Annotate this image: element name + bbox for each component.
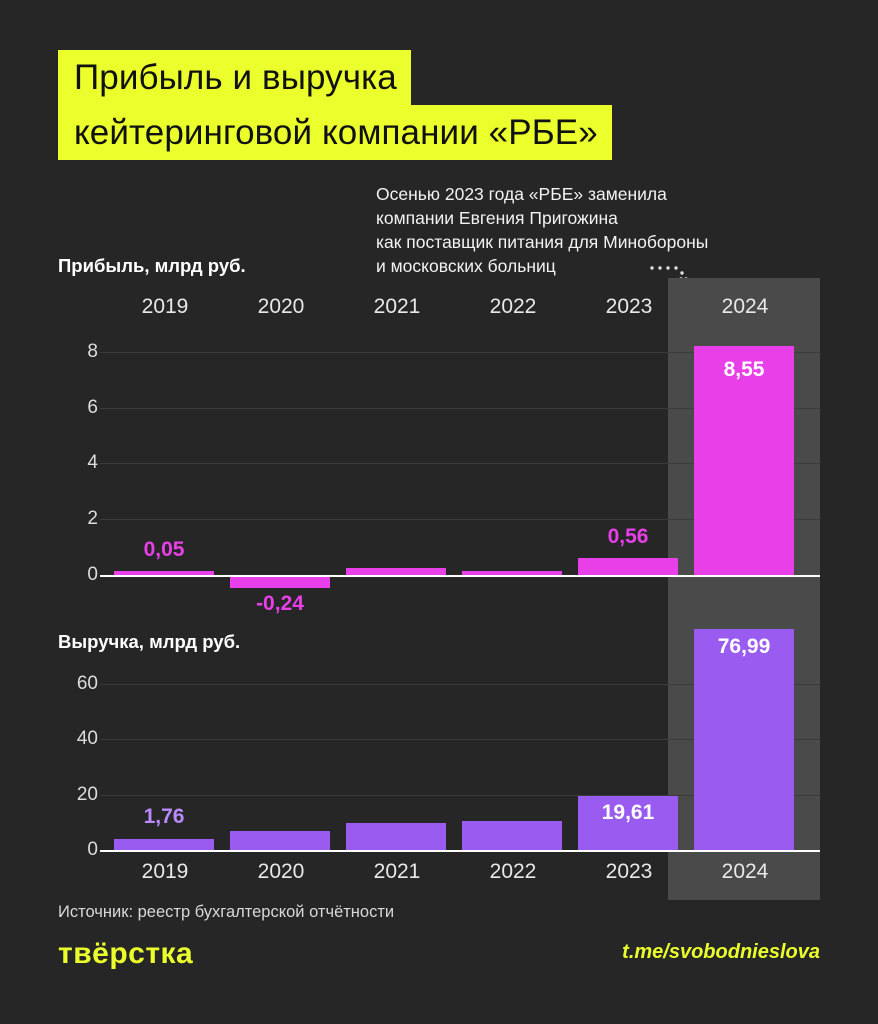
- annotation-line-4: и московских больниц: [376, 256, 556, 276]
- year-label-top-2021: 2021: [373, 295, 421, 318]
- publisher-logo: твёрстка: [58, 937, 194, 970]
- page-title-line-1: Прибыль и выручка: [58, 50, 411, 105]
- year-label-top-2024: 2024: [721, 295, 769, 318]
- revenue-section-label: Выручка, млрд руб.: [58, 631, 241, 652]
- telegram-link[interactable]: t.me/svobodnieslova: [622, 941, 820, 963]
- revenue-axis-line: [100, 850, 820, 852]
- profit-value-2019: 0,05: [143, 538, 185, 561]
- revenue-value-2019: 1,76: [143, 805, 185, 828]
- year-label-bottom-2020: 2020: [257, 860, 305, 883]
- profit-bar-2023: [578, 558, 678, 575]
- profit-bar-2021: [346, 568, 446, 575]
- annotation-line-3: как поставщик питания для Минобороны: [376, 232, 709, 252]
- page-title: [58, 50, 778, 160]
- revenue-value-2023: 19,61: [601, 801, 655, 824]
- profit-value-2023: 0,56: [607, 525, 649, 548]
- year-label-top-2019: 2019: [141, 295, 189, 318]
- year-label-top-2023: 2023: [605, 295, 653, 318]
- revenue-bar-2021: [346, 823, 446, 850]
- profit-ytick-4: 4: [87, 452, 98, 473]
- year-label-bottom-2019: 2019: [141, 860, 189, 883]
- revenue-ytick-40: 40: [76, 728, 98, 749]
- year-label-top-2022: 2022: [489, 295, 537, 318]
- revenue-bar-2022: [462, 821, 562, 850]
- annotation-note: [376, 182, 846, 278]
- year-label-top-2020: 2020: [257, 295, 305, 318]
- profit-ytick-0: 0: [87, 564, 98, 585]
- revenue-ytick-0: 0: [87, 839, 98, 860]
- revenue-bar-2020: [230, 831, 330, 850]
- year-label-bottom-2024: 2024: [721, 860, 769, 883]
- year-label-bottom-2022: 2022: [489, 860, 537, 883]
- profit-section-label: Прибыль, млрд руб.: [58, 255, 246, 276]
- revenue-ytick-60: 60: [76, 673, 98, 694]
- profit-ytick-2: 2: [87, 508, 98, 529]
- revenue-ytick-20: 20: [76, 784, 98, 805]
- annotation-line-2: компании Евгения Пригожина: [376, 208, 618, 228]
- annotation-line-1: Осенью 2023 года «РБЕ» заменила: [376, 184, 667, 204]
- profit-ytick-6: 6: [87, 397, 98, 418]
- source-note: Источник: реестр бухгалтерской отчётности: [58, 903, 395, 921]
- revenue-bar-2024: [694, 629, 794, 850]
- profit-value-2024: 8,55: [723, 358, 765, 381]
- year-label-bottom-2021: 2021: [373, 860, 421, 883]
- profit-axis-line: [100, 575, 820, 577]
- year-label-bottom-2023: 2023: [605, 860, 653, 883]
- year-labels-top: [100, 295, 820, 325]
- page-title-line-2: кейтеринговой компании «РБЕ»: [58, 105, 612, 160]
- revenue-bar-2019: [114, 839, 214, 850]
- revenue-value-2024: 76,99: [717, 635, 771, 658]
- profit-ytick-8: 8: [87, 341, 98, 362]
- profit-chart: [87, 340, 820, 615]
- year-labels-bottom: [100, 860, 820, 892]
- profit-value-2020: -0,24: [256, 592, 304, 615]
